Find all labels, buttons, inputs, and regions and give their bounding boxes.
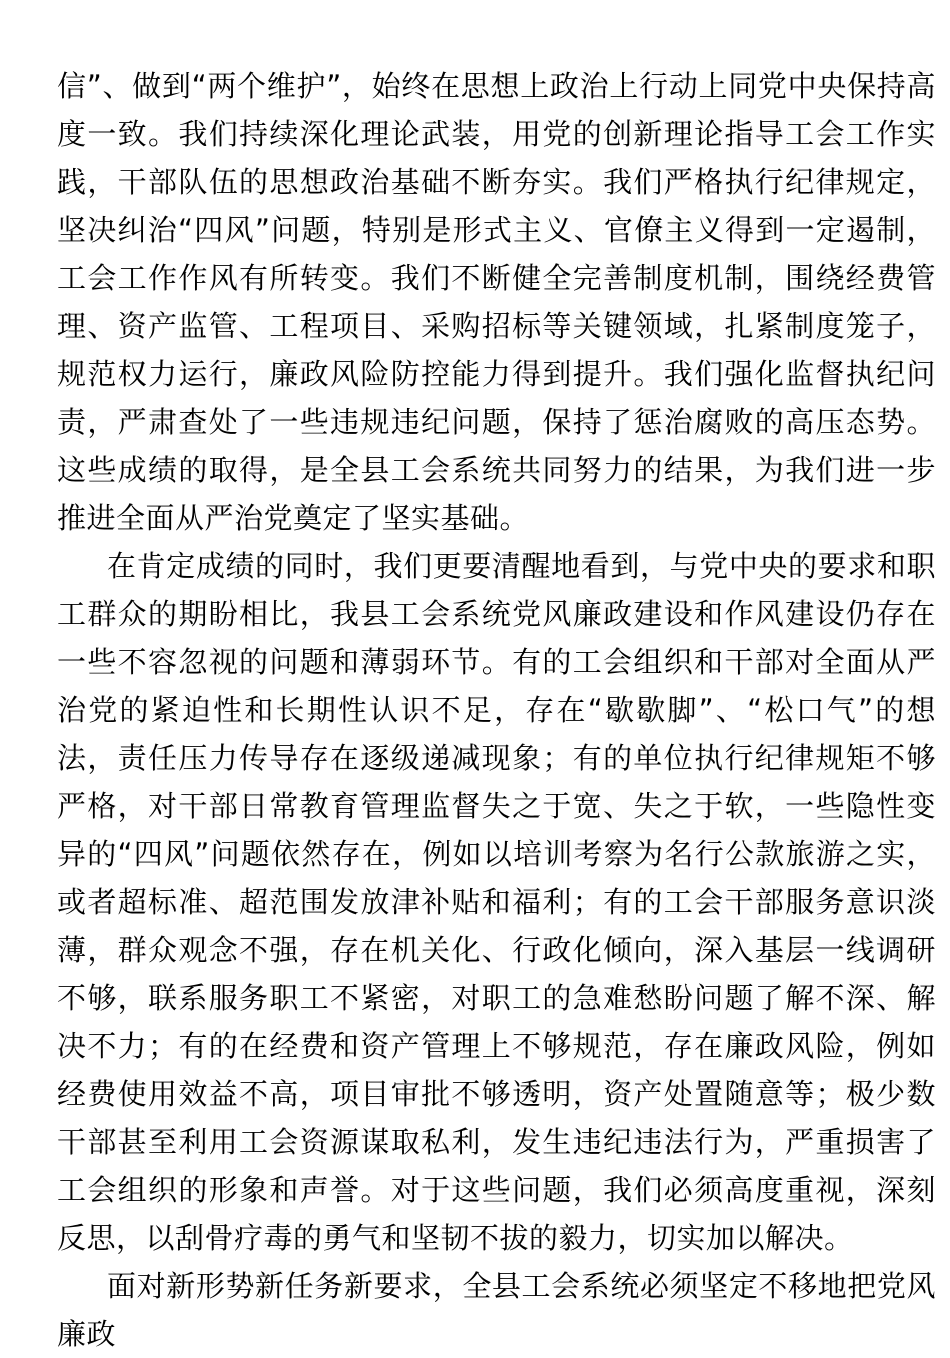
paragraph-problems: 在肯定成绩的同时，我们更要清醒地看到，与党中央的要求和职工群众的期盼相比，我县工会系统党风廉政建设和作风建设仍存在一些不容忽视的问题和薄弱环节。有的工会组织和干部对全面从严治党的紧迫性和长期性认识不足，存在“歇歇脚”、“松口气”的想法，责任压力传导存在逐级递减现象；有的单位执行纪律规矩不够严格，对干部日常教育管理监督失之于宽、失之于软，一些隐性变异的“四风”问题依然存在，例如以培训考察为名行公款旅游之实，或者超标准、超范围发放津补贴和福利；有的工会干部服务意识淡薄，群众观念不强，存在机关化、行政化倾向，深入基层一线调研不够，联系服务职工不紧密，对职工的急难愁盼问题了解不深、解决不力；有的在经费和资产管理上不够规范，存在廉政风险，例如经费使用效益不高，项目审批不够透明，资产处置随意等；极少数干部甚至利用工会资源谋取私利，发生违纪违法行为，严重损害了工会组织的形象和声誉。对于这些问题，我们必须高度重视，深刻反思，以刮骨疗毒的勇气和坚韧不拔的毅力，切实加以解决。 bbox=[57, 549, 936, 1255]
paragraph-new-requirements: 面对新形势新任务新要求，全县工会系统必须坚定不移地把党风廉政 bbox=[57, 1269, 936, 1351]
paragraph-continuation: 信”、做到“两个维护”，始终在思想上政治上行动上同党中央保持高度一致。我们持续深化理论武装，用党的创新理论指导工会工作实践，干部队伍的思想政治基础不断夯实。我们严格执行纪律规定，坚决纠治“四风”问题，特别是形式主义、官僚主义得到一定遏制，工会工作作风有所转变。我们不断健全完善制度机制，围绕经费管理、资产监管、工程项目、采购招标等关键领域，扎紧制度笼子，规范权力运行，廉政风险防控能力得到提升。我们强化监督执纪问责，严肃查处了一些违规违纪问题，保持了惩治腐败的高压态势。这些成绩的取得，是全县工会系统共同努力的结果，为我们进一步推进全面从严治党奠定了坚实基础。 bbox=[57, 69, 936, 535]
